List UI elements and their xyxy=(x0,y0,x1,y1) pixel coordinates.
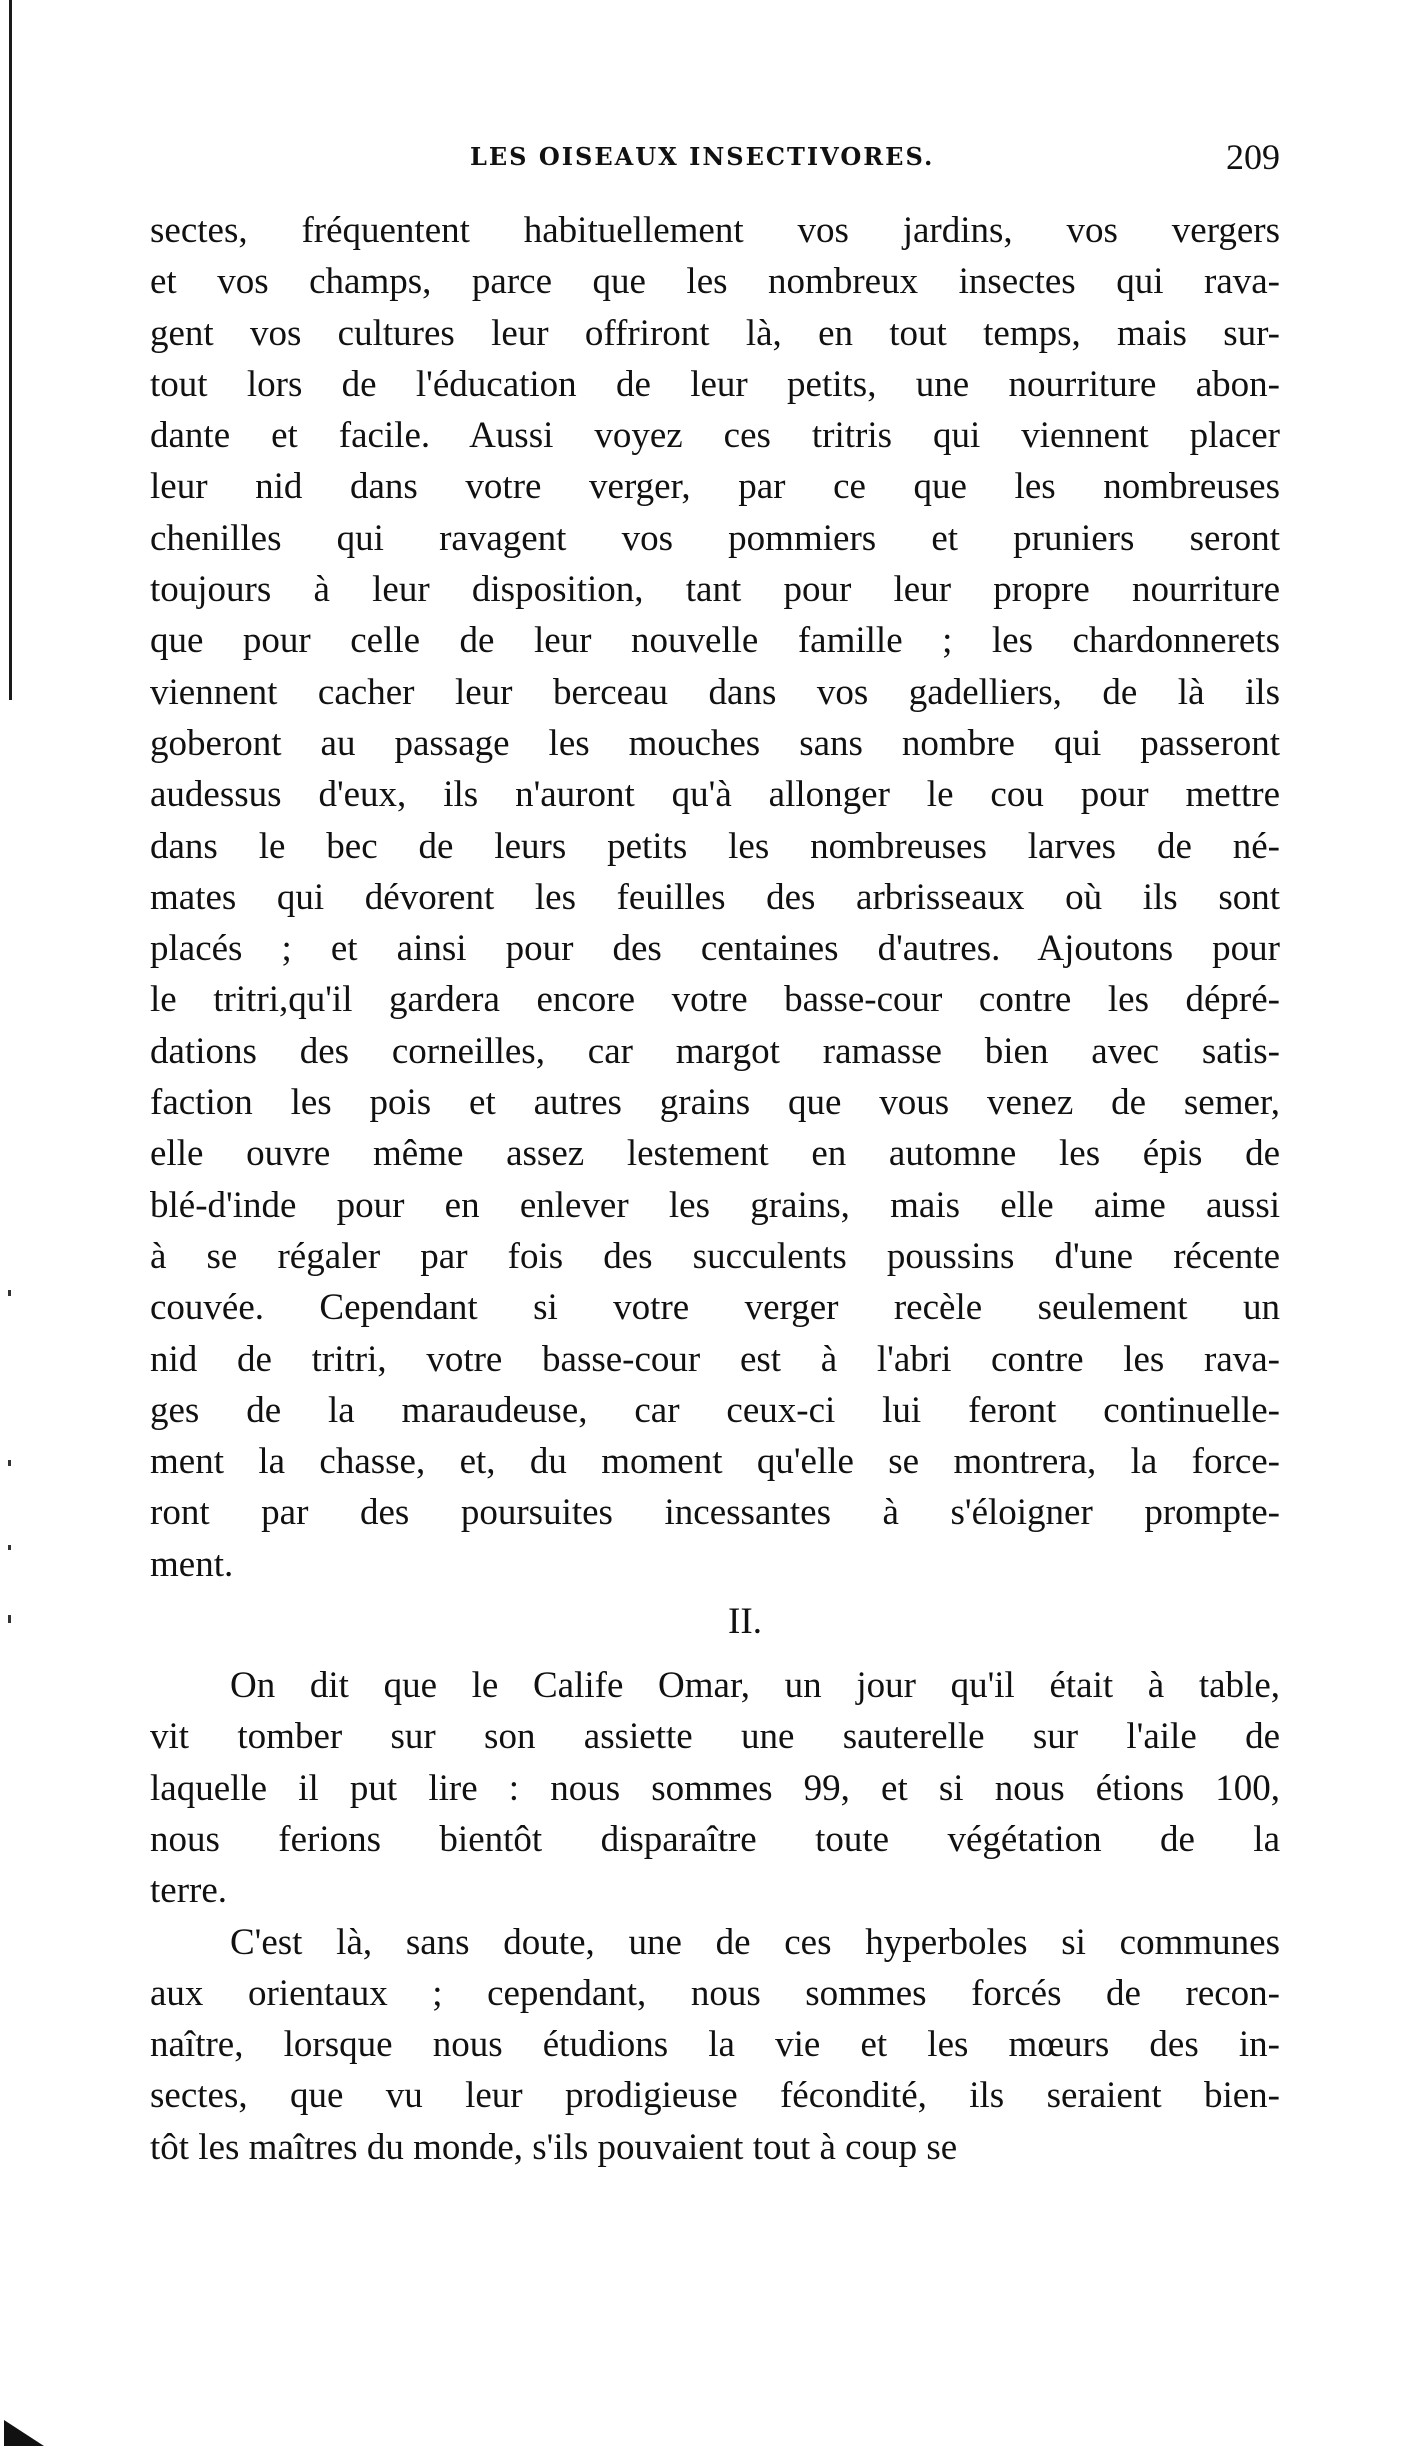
text-line: leur nid dans votre verger, par ce que les nombreuses xyxy=(150,466,1280,508)
text-line: vit tomber sur son assiette une sauterelle sur l'aile de xyxy=(150,1716,1280,1758)
section-heading: II. xyxy=(728,1601,762,1643)
paragraph-3 xyxy=(150,1917,1280,2173)
text-line: le tritri,qu'il gardera encore votre basse-cour contre les dépré- xyxy=(150,979,1280,1021)
text-line: dans le bec de leurs petits les nombreuses larves de né- xyxy=(150,825,1280,867)
text-line: goberont au passage les mouches sans nombre qui passeront xyxy=(150,722,1280,764)
text-line: dations des corneilles, car margot ramasse bien avec satis- xyxy=(150,1030,1280,1072)
text-line: tôt les maîtres du monde, s'ils pouvaient tout à coup se xyxy=(150,2126,958,2168)
text-line: à se régaler par fois des succulents poussins d'une récente xyxy=(150,1235,1280,1277)
text-line: placés ; et ainsi pour des centaines d'autres. Ajoutons pour xyxy=(150,928,1280,970)
margin-speck xyxy=(8,1615,11,1623)
text-line: elle ouvre même assez lestement en automne les épis de xyxy=(150,1133,1280,1175)
corner-mark xyxy=(4,2420,44,2446)
text-line: et vos champs, parce que les nombreux insectes qui rava- xyxy=(150,261,1280,303)
text-line: ment la chasse, et, du moment qu'elle se montrera, la force- xyxy=(150,1441,1280,1483)
margin-speck xyxy=(8,1290,11,1296)
text-line: ront par des poursuites incessantes à s'éloigner prompte- xyxy=(150,1492,1280,1534)
text-line: tout lors de l'éducation de leur petits, une nourriture abon- xyxy=(150,363,1280,405)
text-line: audessus d'eux, ils n'auront qu'à allonger le cou pour mettre xyxy=(150,774,1280,816)
text-line: nid de tritri, votre basse-cour est à l'abri contre les rava- xyxy=(150,1338,1280,1380)
text-line: laquelle il put lire : nous sommes 99, et si nous étions 100, xyxy=(150,1767,1280,1809)
text-line: sectes, fréquentent habituellement vos jardins, vos vergers xyxy=(150,210,1280,251)
paragraph-1 xyxy=(150,205,1280,1590)
page-number: 209 xyxy=(1226,137,1280,177)
text-line: nous ferions bientôt disparaître toute végétation de la xyxy=(150,1818,1280,1860)
text-line: mates qui dévorent les feuilles des arbrisseaux où ils sont xyxy=(150,876,1280,918)
running-head: LES OISEAUX INSECTIVORES. xyxy=(470,142,935,171)
text-line: On dit que le Calife Omar, un jour qu'il était à table, xyxy=(230,1665,1280,1707)
text-line: gent vos cultures leur offriront là, en tout temps, mais sur- xyxy=(150,312,1280,354)
text-line: que pour celle de leur nouvelle famille ; les chardonnerets xyxy=(150,620,1280,662)
text-line: toujours à leur disposition, tant pour leur propre nourriture xyxy=(150,569,1280,611)
text-line: naître, lorsque nous étudions la vie et les mœurs des in- xyxy=(150,2024,1280,2066)
text-line: terre. xyxy=(150,1870,228,1912)
paragraph-2 xyxy=(150,1660,1280,1916)
text-line: chenilles qui ravagent vos pommiers et pruniers seront xyxy=(150,517,1280,559)
text-line: viennent cacher leur berceau dans vos gadelliers, de là ils xyxy=(150,671,1280,713)
margin-speck xyxy=(8,1545,11,1550)
margin-speck xyxy=(8,1460,11,1466)
text-line: aux orientaux ; cependant, nous sommes forcés de recon- xyxy=(150,1972,1280,2014)
body-text xyxy=(150,205,1280,2173)
text-line: blé-d'inde pour en enlever les grains, mais elle aime aussi xyxy=(150,1184,1280,1226)
text-line: ment. xyxy=(150,1543,234,1585)
text-line: sectes, que vu leur prodigieuse fécondité, ils seraient bien- xyxy=(150,2075,1280,2117)
page-header xyxy=(150,138,1280,178)
text-line: ges de la maraudeuse, car ceux-ci lui feront continuelle- xyxy=(150,1389,1280,1431)
text-line: couvée. Cependant si votre verger recèle seulement un xyxy=(150,1287,1280,1329)
binding-edge xyxy=(9,0,12,700)
text-line: C'est là, sans doute, une de ces hyperboles si communes xyxy=(230,1921,1280,1963)
text-line: faction les pois et autres grains que vous venez de semer, xyxy=(150,1082,1280,1124)
text-line: dante et facile. Aussi voyez ces tritris qui viennent placer xyxy=(150,415,1280,457)
